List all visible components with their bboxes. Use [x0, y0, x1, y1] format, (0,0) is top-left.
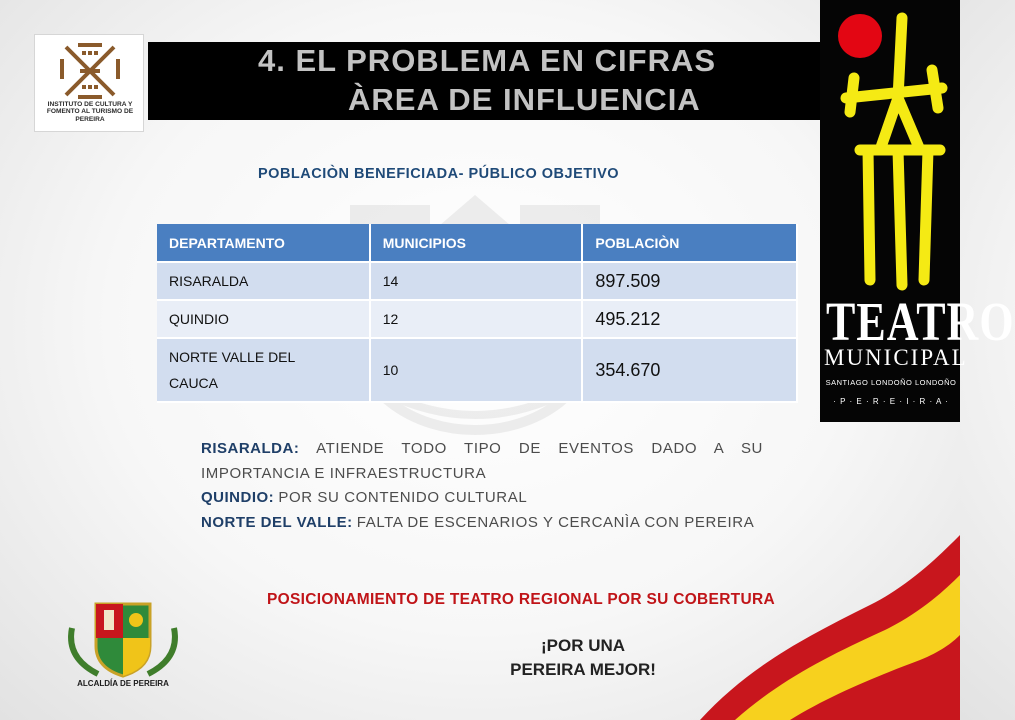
page-title: 4. EL PROBLEMA EN CIFRAS [258, 43, 717, 78]
slogan-line2: PEREIRA MEJOR! [510, 660, 656, 679]
note-label: RISARALDA: [201, 440, 300, 457]
table-row [157, 300, 797, 338]
cell-municipios: 14 [370, 262, 583, 300]
slogan-line1: ¡POR UNA [540, 636, 626, 655]
pereira-flag-icon [640, 515, 960, 720]
poster-city: · P · E · R · E · I · R · A · [833, 397, 949, 406]
teatro-municipal-poster [820, 0, 1015, 422]
poster-title: TEATRO [826, 291, 1015, 353]
note-label: QUINDIO: [201, 489, 275, 506]
population-table [157, 224, 798, 403]
header-departamento: DEPARTAMENTO [157, 224, 370, 262]
institute-logo-text: INSTITUTO DE CULTURA Y FOMENTO AL TURISMO DE PEREIRA [46, 101, 134, 123]
cell-departamento: NORTE VALLE DEL CAUCA [157, 338, 370, 402]
poster-names: SANTIAGO LONDOÑO LONDOÑO [825, 378, 957, 387]
city-shield-icon [58, 598, 188, 678]
title-bar [148, 42, 820, 120]
table-row [157, 338, 797, 402]
institute-logo [34, 34, 144, 132]
section-subtitle: POBLACIÒN BENEFICIADA- PÚBLICO OBJETIVO [258, 166, 620, 182]
institute-logo-icon [58, 39, 122, 99]
table-row [157, 262, 797, 300]
cell-poblacion: 354.670 [582, 338, 797, 402]
dancer-figure-icon [820, 0, 960, 290]
note-text: FALTA DE ESCENARIOS Y CERCANÌA CON PEREIRA [356, 513, 755, 531]
cell-municipios: 12 [370, 300, 583, 338]
cell-departamento: QUINDIO [157, 300, 370, 338]
note-text: ATIENDE TODO TIPO DE EVENTOS DADO A SU IMPORTANCIA E INFRAESTRUCTURA [201, 440, 763, 482]
note-risaralda [195, 437, 763, 486]
note-text: POR SU CONTENIDO CULTURAL [278, 489, 528, 506]
positioning-statement: POSICIONAMIENTO DE TEATRO REGIONAL POR SU COBERTURA [267, 591, 775, 608]
header-poblacion: POBLACIÒN [582, 224, 797, 262]
alcaldia-caption: ALCALDÍA DE PEREIRA [77, 679, 169, 688]
table-header-row [157, 224, 797, 262]
cell-poblacion: 495.212 [582, 300, 797, 338]
slogan [508, 634, 658, 682]
cell-municipios: 10 [370, 338, 583, 402]
cell-departamento: RISARALDA [157, 262, 370, 300]
alcaldia-logo [58, 598, 188, 720]
cell-poblacion: 897.509 [582, 262, 797, 300]
header-municipios: MUNICIPIOS [370, 224, 583, 262]
note-label: NORTE DEL VALLE: [201, 513, 353, 531]
page-subtitle-heading: ÀREA DE INFLUENCIA [348, 82, 701, 117]
poster-subtitle: MUNICIPAL [824, 345, 968, 370]
note-quindio [195, 486, 763, 511]
